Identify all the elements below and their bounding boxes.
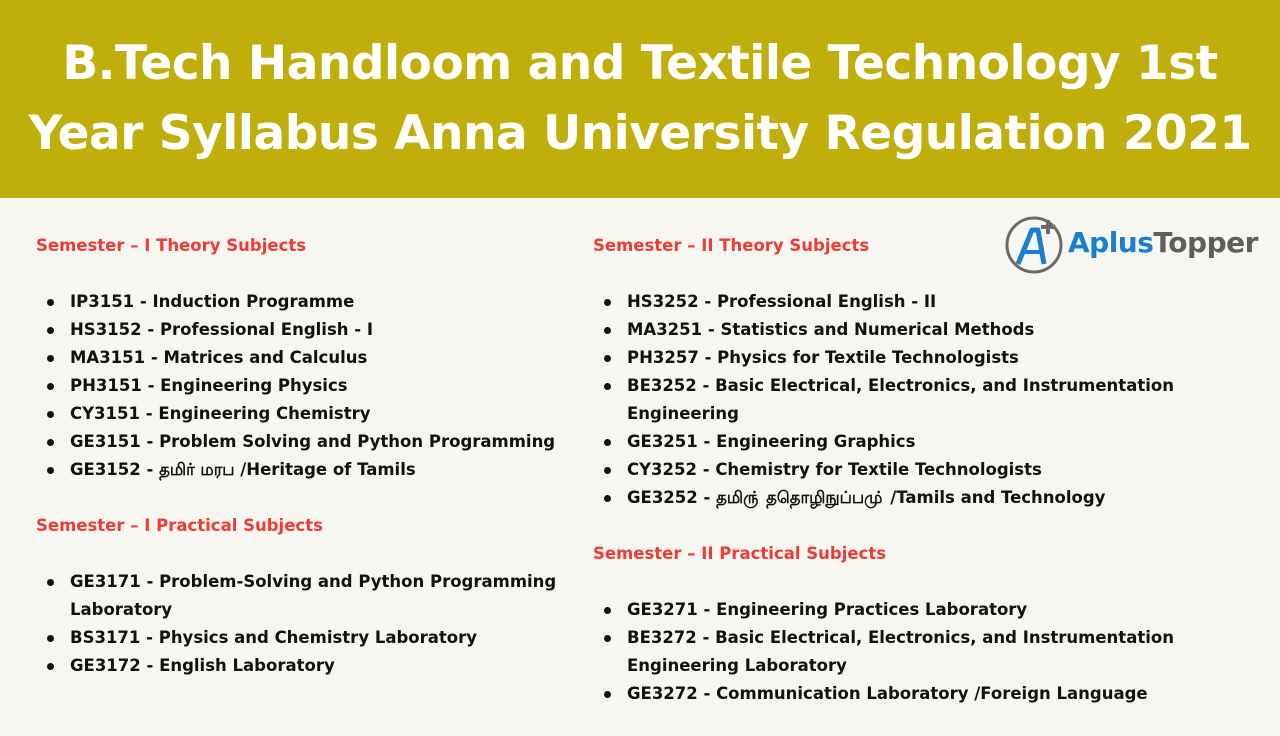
bullet-icon bbox=[47, 383, 54, 390]
semester-2-theory-list bbox=[593, 288, 1193, 512]
list-item: CY3252 - Chemistry for Textile Technologists bbox=[593, 456, 1193, 484]
bullet-icon bbox=[47, 411, 54, 418]
semester-1-theory-heading: Semester – I Theory Subjects bbox=[36, 236, 307, 255]
list-item: GE3172 - English Laboratory bbox=[36, 652, 576, 680]
bullet-icon bbox=[604, 327, 611, 334]
page-title-line-1: B.Tech Handloom and Textile Technology 1st bbox=[62, 36, 1218, 91]
title-banner bbox=[0, 0, 1280, 198]
bullet-icon bbox=[604, 691, 611, 698]
bullet-icon bbox=[47, 299, 54, 306]
bullet-icon bbox=[604, 299, 611, 306]
bullet-icon bbox=[47, 355, 54, 362]
list-item: HS3152 - Professional English - I bbox=[36, 316, 576, 344]
list-item: PH3257 - Physics for Textile Technologists bbox=[593, 344, 1193, 372]
semester-1-practical-list bbox=[36, 568, 576, 680]
list-item: GE3151 - Problem Solving and Python Programming bbox=[36, 428, 576, 456]
semester-1-theory-list bbox=[36, 288, 576, 484]
list-item: GE3152 - தமிர் மரப /Heritage of Tamils bbox=[36, 456, 576, 484]
logo-name-aplus: Aplus bbox=[1068, 225, 1154, 259]
bullet-icon bbox=[47, 635, 54, 642]
list-item: BE3272 - Basic Electrical, Electronics, and Instrumentation Engineering Laboratory bbox=[593, 624, 1193, 680]
bullet-icon bbox=[604, 439, 611, 446]
bullet-icon bbox=[604, 635, 611, 642]
semester-2-theory-heading: Semester – II Theory Subjects bbox=[593, 236, 870, 255]
bullet-icon bbox=[604, 355, 611, 362]
logo-name-topper: Topper bbox=[1153, 225, 1258, 259]
semester-2-column bbox=[593, 232, 1193, 736]
bullet-icon bbox=[604, 383, 611, 390]
bullet-icon bbox=[604, 467, 611, 474]
bullet-icon bbox=[47, 467, 54, 474]
semester-2-practical-heading: Semester – II Practical Subjects bbox=[593, 544, 887, 563]
list-item: BE3252 - Basic Electrical, Electronics, and Instrumentation Engineering bbox=[593, 372, 1193, 428]
list-item: MA3151 - Matrices and Calculus bbox=[36, 344, 576, 372]
semester-1-practical-heading: Semester – I Practical Subjects bbox=[36, 516, 323, 535]
list-item: GE3271 - Engineering Practices Laboratory bbox=[593, 596, 1193, 624]
list-item: GE3272 - Communication Laboratory /Foreign Language bbox=[593, 680, 1193, 708]
bullet-icon bbox=[47, 579, 54, 586]
list-item: CY3151 - Engineering Chemistry bbox=[36, 400, 576, 428]
bullet-icon bbox=[47, 327, 54, 334]
list-item: GE3171 - Problem-Solving and Python Programming Laboratory bbox=[36, 568, 576, 624]
bullet-icon bbox=[47, 439, 54, 446]
list-item: GE3251 - Engineering Graphics bbox=[593, 428, 1193, 456]
list-item: PH3151 - Engineering Physics bbox=[36, 372, 576, 400]
bullet-icon bbox=[604, 607, 611, 614]
list-item: IP3151 - Induction Programme bbox=[36, 288, 576, 316]
page-title bbox=[28, 29, 1251, 169]
semester-1-column bbox=[36, 232, 576, 708]
list-item: BS3171 - Physics and Chemistry Laboratory bbox=[36, 624, 576, 652]
bullet-icon bbox=[47, 663, 54, 670]
list-item: GE3252 - தமிரு் ததொழிநுப்பமு் /Tamils and Technology bbox=[593, 484, 1193, 512]
semester-2-practical-list bbox=[593, 596, 1193, 708]
bullet-icon bbox=[604, 495, 611, 502]
list-item: HS3252 - Professional English - II bbox=[593, 288, 1193, 316]
page-title-line-2: Year Syllabus Anna University Regulation 2021 bbox=[28, 106, 1252, 161]
list-item: MA3251 - Statistics and Numerical Methods bbox=[593, 316, 1193, 344]
